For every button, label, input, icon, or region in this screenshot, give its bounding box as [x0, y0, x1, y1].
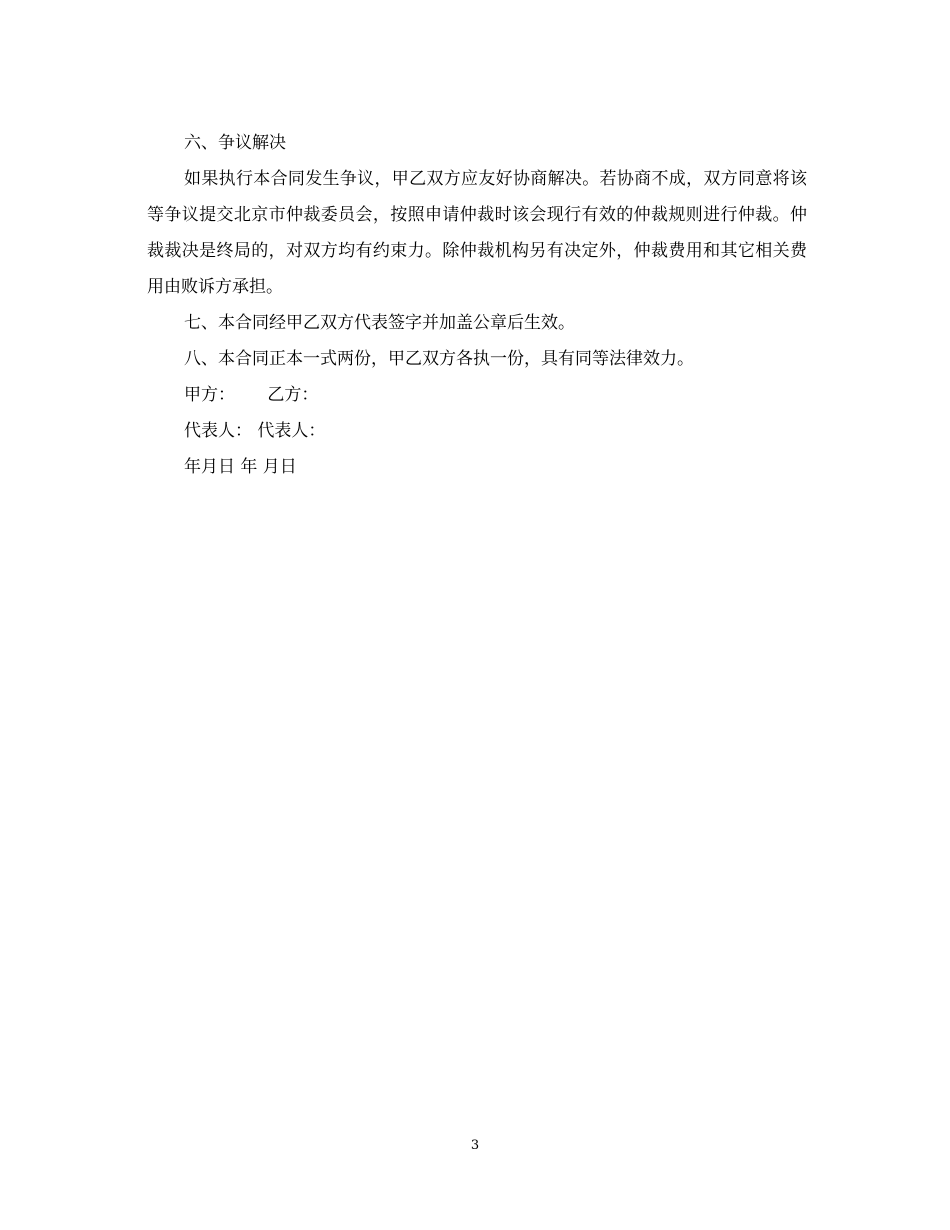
- date-line: 年月日 年 月日: [184, 457, 297, 477]
- representative-signature-line: 代表人： 代表人：: [184, 421, 326, 441]
- section-6-heading: 六、争议解决: [184, 133, 286, 153]
- section-7-clause: 七、本合同经甲乙双方代表签字并加盖公章后生效。: [184, 313, 575, 333]
- page-number: 3: [470, 1138, 480, 1153]
- party-signature-line: 甲方： 乙方：: [184, 385, 319, 405]
- document-body: [147, 125, 807, 485]
- section-8-clause: 八、本合同正本一式两份，甲乙双方各执一份，具有同等法律效力。: [184, 349, 694, 369]
- section-6-body: 如果执行本合同发生争议，甲乙双方应友好协商解决。若协商不成，双方同意将该等争议提交北京市仲裁委员会，按照申请仲裁时该会现行有效的仲裁规则进行仲裁。仲裁裁决是终局的，对双方均有约束力。除仲裁机构另有决定外，仲裁费用和其它相关费用由败诉方承担。: [147, 169, 807, 297]
